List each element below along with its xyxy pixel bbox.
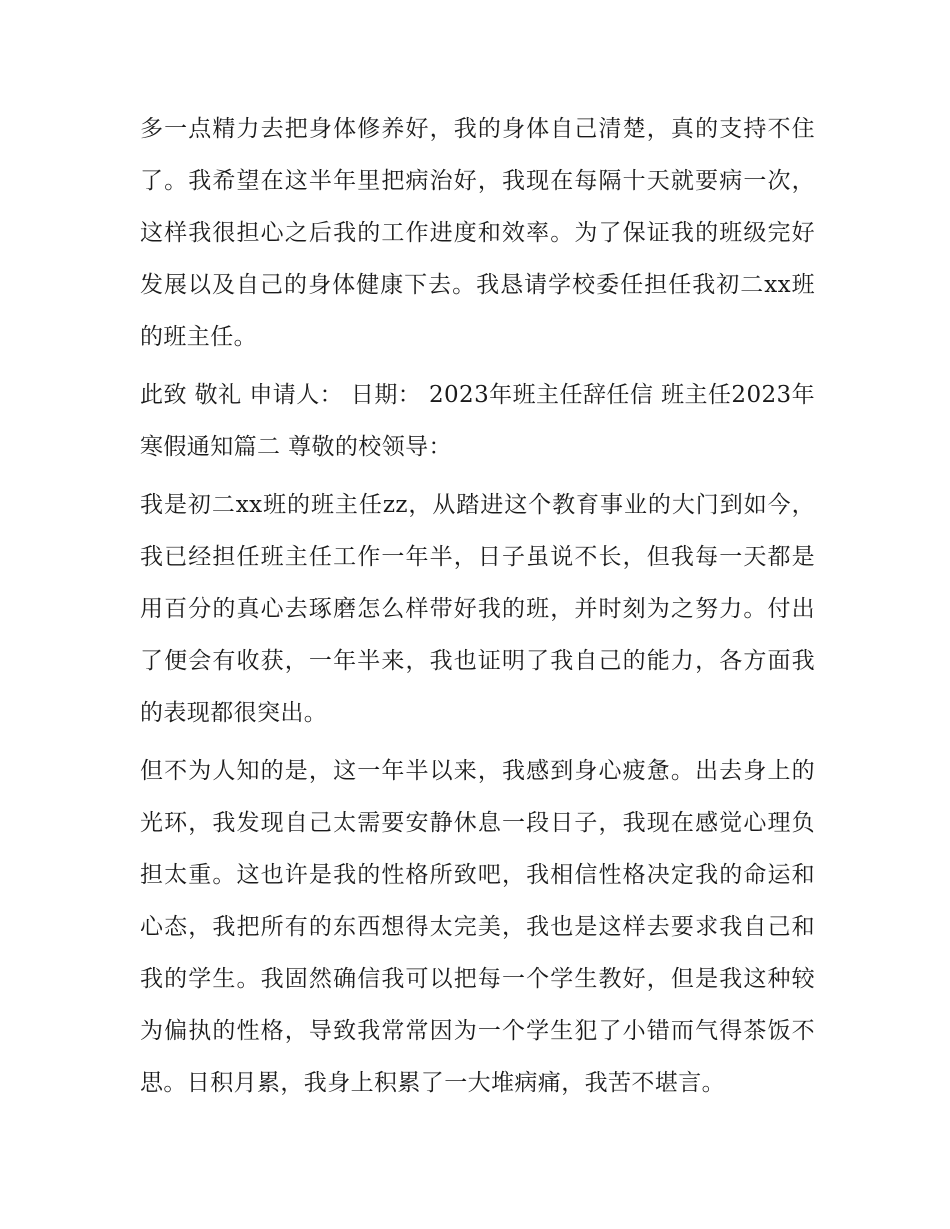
- paragraph-salutation: 此致 敬礼 申请人： 日期： 2023年班主任辞任信 班主任2023年寒假通知篇二 尊敬的校领导：: [140, 382, 815, 460]
- paragraph-introduction: 我是初二xx班的班主任zz，从踏进这个教育事业的大门到如今，我已经担任班主任工作一年半，日子虽说不长，但我每一天都是用百分的真心去琢磨怎么样带好我的班，并时刻为之努力。付出了便会有收获，一年半来，我也证明了我自己的能力，各方面我的表现都很突出。: [140, 492, 815, 726]
- document-body: [140, 103, 815, 1115]
- paragraph-health: 多一点精力去把身体修养好，我的身体自己清楚，真的支持不住了。我希望在这半年里把病治好，我现在每隔十天就要病一次，这样我很担心之后我的工作进度和效率。为了保证我的班级完好发展以及自己的身体健康下去。我恳请学校委任担任我初二xx班的班主任。: [140, 116, 815, 350]
- paragraph-fatigue: 但不为人知的是，这一年半以来，我感到身心疲惫。出去身上的光环，我发现自己太需要安静休息一段日子，我现在感觉心理负担太重。这也许是我的性格所致吧，我相信性格决定我的命运和心态，我把所有的东西想得太完美，我也是这样去要求我自己和我的学生。我固然确信我可以把每一个学生教好，但是我这种较为偏执的性格，导致我常常因为一个学生犯了小错而气得茶饭不思。日积月累，我身上积累了一大堆病痛，我苦不堪言。: [140, 758, 815, 1096]
